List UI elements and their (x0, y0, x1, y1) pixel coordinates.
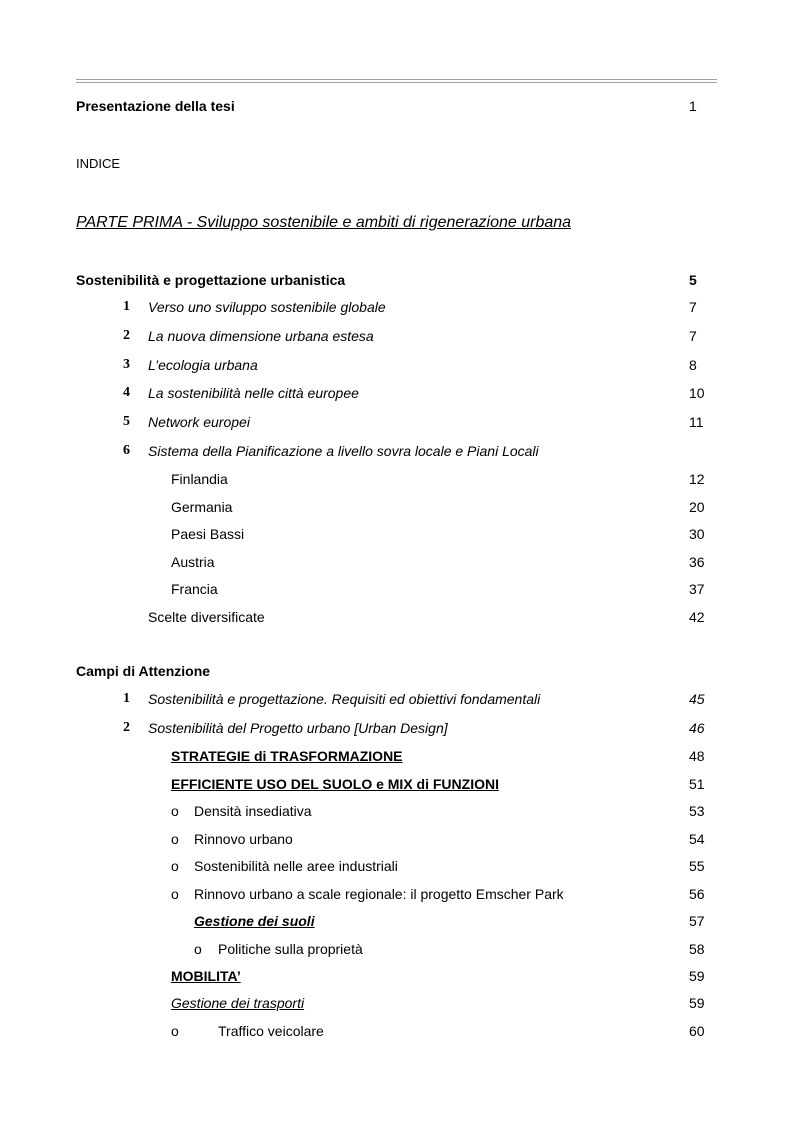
politiche-label: Politiche sulla proprietà (218, 941, 363, 957)
mobilita-heading: MOBILITA’ (171, 968, 241, 984)
item-label: La sostenibilità nelle città europee (148, 385, 359, 401)
bullet-page: 55 (689, 858, 705, 874)
politiche-page: 58 (689, 941, 705, 957)
country-label: Francia (171, 581, 218, 597)
mobilita-page: 59 (689, 968, 705, 984)
bullet-label: Densità insediativa (194, 803, 312, 819)
item-page: 7 (689, 328, 697, 344)
country-page: 30 (689, 526, 705, 542)
gestione-suoli-page: 57 (689, 913, 705, 929)
country-label: Germania (171, 499, 233, 515)
item-number: 1 (123, 299, 130, 314)
item-label: Network europei (148, 414, 250, 430)
traffico-page: 60 (689, 1023, 705, 1039)
header-rule-top (76, 79, 717, 80)
gestione-trasporti-page: 59 (689, 995, 705, 1011)
bullet-marker: o (171, 886, 179, 902)
item-label: La nuova dimensione urbana estesa (148, 328, 374, 344)
bullet-marker: o (171, 858, 179, 874)
bullet-marker: o (171, 803, 179, 819)
bullet-marker: o (194, 941, 202, 957)
country-page: 36 (689, 554, 705, 570)
scelte-page: 42 (689, 609, 705, 625)
traffico-label: Traffico veicolare (218, 1023, 324, 1039)
bullet-page: 53 (689, 803, 705, 819)
bullet-label: Sostenibilità nelle aree industriali (194, 858, 398, 874)
item-label: L’ecologia urbana (148, 357, 258, 373)
item-page: 11 (689, 414, 704, 430)
item-number: 4 (123, 385, 130, 400)
item-page: 10 (689, 385, 705, 401)
section-page-sostenibilita: 5 (689, 272, 697, 288)
bullet-page: 56 (689, 886, 705, 902)
bullet-marker: o (171, 1023, 179, 1039)
item-page: 7 (689, 299, 697, 315)
item-label: Sostenibilità del Progetto urbano [Urban Design] (148, 720, 448, 736)
gestione-suoli-heading: Gestione dei suoli (194, 913, 315, 929)
bullet-marker: o (171, 831, 179, 847)
scelte-label: Scelte diversificate (148, 609, 265, 625)
item-label: Sostenibilità e progettazione. Requisiti ed obiettivi fondamentali (148, 691, 541, 707)
bullet-page: 54 (689, 831, 705, 847)
strategie-page: 48 (689, 748, 705, 764)
country-label: Austria (171, 554, 215, 570)
item-label: Verso uno sviluppo sostenibile globale (148, 299, 386, 315)
country-label: Paesi Bassi (171, 526, 245, 542)
efficiente-heading: EFFICIENTE USO DEL SUOLO e MIX di FUNZIONI (171, 776, 499, 792)
country-page: 12 (689, 471, 705, 487)
country-label: Finlandia (171, 471, 228, 487)
item-label: Sistema della Pianificazione a livello sovra locale e Piani Locali (148, 443, 539, 459)
country-page: 20 (689, 499, 705, 515)
item-number: 2 (123, 720, 130, 735)
section-title-sostenibilita: Sostenibilità e progettazione urbanistica (76, 272, 346, 288)
presentazione-page: 1 (689, 98, 697, 114)
item-number: 2 (123, 328, 130, 343)
item-page: 46 (689, 720, 705, 736)
item-number: 6 (123, 443, 130, 458)
indice-heading: INDICE (76, 156, 121, 171)
item-page: 8 (689, 357, 697, 373)
country-page: 37 (689, 581, 705, 597)
header-rule-bottom (76, 82, 717, 83)
bullet-label: Rinnovo urbano a scale regionale: il progetto Emscher Park (194, 886, 564, 902)
strategie-heading: STRATEGIE di TRASFORMAZIONE (171, 748, 403, 764)
presentazione-label: Presentazione della tesi (76, 98, 235, 114)
item-number: 3 (123, 357, 130, 372)
gestione-trasporti-heading: Gestione dei trasporti (171, 995, 305, 1011)
item-page: 45 (689, 691, 705, 707)
section-title-campi: Campi di Attenzione (76, 663, 211, 679)
item-number: 1 (123, 691, 130, 706)
bullet-label: Rinnovo urbano (194, 831, 293, 847)
efficiente-page: 51 (689, 776, 705, 792)
parte-prima-heading: PARTE PRIMA - Sviluppo sostenibile e ambiti di rigenerazione urbana (76, 214, 572, 231)
item-number: 5 (123, 414, 130, 429)
